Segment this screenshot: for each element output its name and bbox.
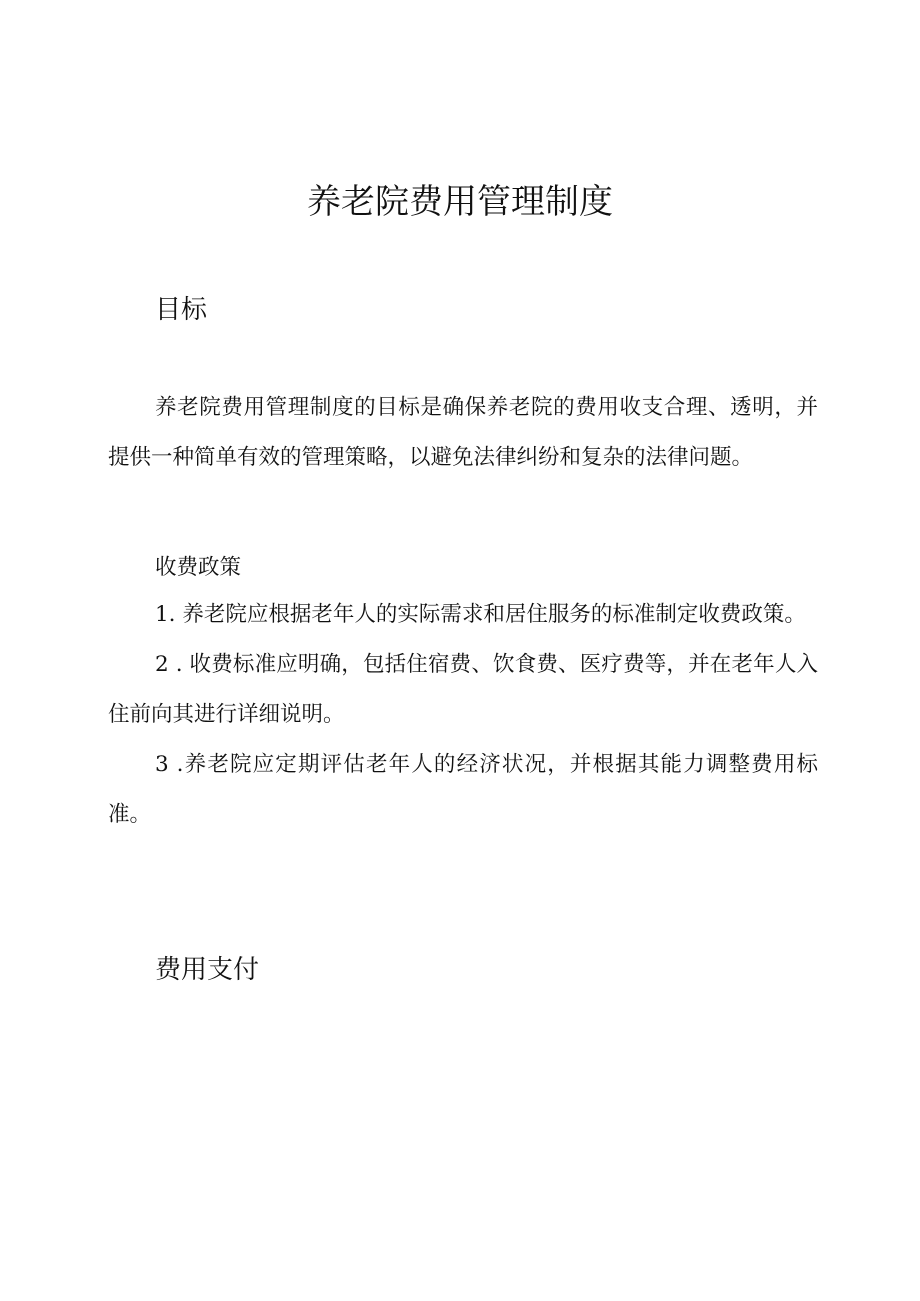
section-heading-payment: 费用支付 [155,955,260,985]
goal-paragraph: 养老院费用管理制度的目标是确保养老院的费用收支合理、透明，并提供一种简单有效的管理策略，以避免法律纠纷和复杂的法律问题。 [108,395,818,470]
fee-policy-item-3: 3 .养老院应定期评估老年人的经济状况，并根据其能力调整费用标准。 [108,752,818,827]
fee-policy-item-2: 2 . 收费标准应明确，包括住宿费、饮食费、医疗费等，并在老年人入住前向其进行详细说明。 [108,652,818,727]
section-heading-goal: 目标 [155,295,208,325]
fee-policy-subheading: 收费政策 [155,555,242,580]
fee-policy-item-1: 1. 养老院应根据老年人的实际需求和居住服务的标准制定收费政策。 [155,602,806,627]
fee-policy-list [108,590,818,840]
document-title: 养老院费用管理制度 [307,182,613,222]
